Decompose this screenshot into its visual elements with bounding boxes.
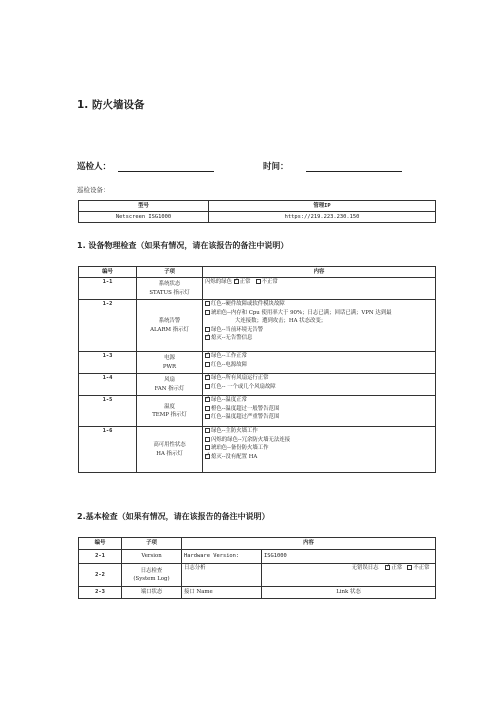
log-status (262, 564, 436, 587)
checkbox-label: 不正常 (261, 279, 278, 285)
option-line (205, 444, 433, 453)
option-label: 琥珀色--备份防火墙工作 (211, 445, 269, 451)
hardware-version-value: ISG1000 (262, 550, 436, 564)
doc-title: 1. 防火墙设备 (77, 99, 145, 111)
header-model: 型号 (79, 201, 209, 212)
device-ip: https://219.223.230.150 (209, 212, 436, 223)
item-name: 电源 (164, 355, 175, 361)
table-row (79, 278, 436, 300)
link-status-label: Link 状态 (262, 587, 436, 599)
time-label: 时间： (263, 162, 289, 172)
hardware-version-label: Hardware Version: (182, 550, 262, 564)
physical-check-table (78, 266, 436, 473)
item-sub: (System Log) (133, 576, 170, 582)
option-label: 绿色--所有风扇运行正常 (211, 375, 269, 381)
checkbox[interactable] (256, 279, 261, 284)
inspector-label: 巡检人： (77, 162, 112, 172)
checkbox[interactable] (234, 279, 239, 284)
row-item (122, 564, 182, 587)
option-label: 绿色--温度正常 (211, 397, 247, 403)
checkbox-normal[interactable] (385, 565, 390, 570)
checkbox[interactable] (205, 310, 210, 315)
row-item (137, 300, 203, 352)
checkbox-abnormal-label: 不正常 (413, 565, 430, 571)
row-content (203, 300, 436, 352)
item-name: 风扇 (164, 377, 175, 383)
row-id: 1-4 (79, 374, 137, 396)
table-row (79, 550, 436, 564)
checkbox[interactable] (205, 327, 210, 332)
option-line (205, 317, 433, 326)
interface-name-label: 接口 Name (182, 587, 262, 599)
header-content: 内容 (182, 538, 436, 550)
table-row (79, 427, 436, 473)
header-item: 子项 (137, 267, 203, 278)
item-sub: STATUS 指示灯 (149, 289, 190, 296)
row-id: 1-5 (79, 396, 137, 427)
row-id: 2-2 (79, 564, 122, 587)
checkbox[interactable] (205, 375, 210, 380)
item-sub: ALARM 指示灯 (150, 326, 189, 333)
option-label: 熄灭--没有配置 HA (211, 453, 258, 460)
option-line (205, 427, 433, 436)
option-line (205, 413, 433, 422)
checkbox[interactable] (205, 353, 210, 358)
table-row (79, 564, 436, 587)
item-name: 系统状态 (158, 281, 181, 287)
item-name: 系统告警 (158, 318, 181, 324)
checkbox[interactable] (205, 454, 210, 459)
row-id: 1-2 (79, 300, 137, 352)
option-label: 琥珀色--内存和 Cpu 使用率大于 90%；日志已满；回话已满；VPN 达到最 (211, 309, 392, 316)
option-line (205, 334, 433, 343)
option-line (205, 326, 433, 335)
row-id: 2-3 (79, 587, 122, 599)
option-label: 红色-- 一个或几个风扇故障 (211, 383, 276, 390)
checkbox-abnormal[interactable] (407, 565, 412, 570)
row-content (203, 427, 436, 473)
table-row (79, 396, 436, 427)
device-table (78, 200, 436, 223)
checkbox-label: 正常 (239, 279, 251, 285)
time-line (306, 171, 402, 172)
option-line (205, 361, 433, 370)
row-content (203, 352, 436, 374)
row-content (203, 396, 436, 427)
option-label: 红色--温度超过严重警告范围 (211, 414, 280, 420)
item-sub: PWR (162, 363, 177, 370)
checkbox[interactable] (205, 335, 210, 340)
header-item: 子项 (122, 538, 182, 550)
item-sub: TEMP 指示灯 (152, 412, 187, 418)
option-line (205, 453, 433, 462)
option-label: 闪烁的绿色--冗余防火墙无法连接 (211, 436, 291, 443)
row-content (203, 374, 436, 396)
option-line (205, 374, 433, 383)
header-content: 内容 (203, 267, 436, 278)
header-id: 编号 (79, 267, 137, 278)
checkbox[interactable] (205, 414, 210, 419)
option-line (205, 300, 433, 309)
row-id: 2-1 (79, 550, 122, 564)
log-analysis-label: 日志分析 (182, 564, 262, 587)
section1-title: 1. 设备物理检查（如果有情况，请在该报告的备注中说明） (77, 241, 289, 250)
row-item: 端口状态 (122, 587, 182, 599)
item-name: 温度 (164, 403, 175, 410)
item-sub: FAN 指示灯 (154, 385, 185, 392)
section2-title: 2.基本检查（如果有情况，请在该报告的备注中说明） (77, 512, 270, 521)
device-label: 巡检设备： (77, 186, 110, 194)
row-item (137, 352, 203, 374)
no-error-log-label: 无错误日志 (351, 565, 379, 571)
option-label: 熄灭--无告警信息 (211, 335, 253, 341)
table-row (79, 587, 436, 599)
basic-check-table (78, 537, 436, 599)
row-item (137, 278, 203, 300)
row-item: Version (122, 550, 182, 564)
item-sub: HA 指示灯 (156, 450, 183, 457)
row-item (137, 427, 203, 473)
checkbox[interactable] (205, 406, 210, 411)
row-id: 1-6 (79, 427, 137, 473)
checkbox[interactable] (205, 301, 210, 306)
option-line (205, 405, 433, 414)
option-line (205, 352, 433, 361)
inspector-line (118, 171, 214, 172)
option-label: 绿色--主防火墙工作 (211, 428, 258, 434)
device-model: Netscreen ISG1000 (79, 212, 209, 223)
checkbox-normal-label: 正常 (391, 565, 403, 571)
option-line (205, 436, 433, 445)
content-prefix: 闪烁的绿色 (205, 279, 232, 285)
option-label: 红色--电源故障 (211, 361, 247, 368)
row-id: 1-1 (79, 278, 137, 300)
table-row (79, 352, 436, 374)
option-line (205, 383, 433, 392)
checkbox[interactable] (205, 428, 210, 433)
option-line (205, 309, 433, 318)
table-row (79, 300, 436, 352)
row-item (137, 374, 203, 396)
header-id: 编号 (79, 538, 122, 550)
checkbox[interactable] (205, 445, 210, 450)
option-line (205, 396, 433, 405)
item-name: 高可用性状态 (153, 442, 186, 448)
checkbox[interactable] (205, 384, 210, 389)
row-item (137, 396, 203, 427)
checkbox[interactable] (205, 362, 210, 367)
checkbox[interactable] (205, 397, 210, 402)
row-id: 1-3 (79, 352, 137, 374)
option-label: 红色--硬件故障或软件模块故障 (211, 301, 285, 307)
option-label: 绿色--工作正常 (211, 353, 247, 359)
checkbox[interactable] (205, 437, 210, 442)
item-name: 日志检查 (140, 567, 163, 574)
option-label: 绿色--当前环境无告警 (211, 326, 264, 333)
header-mgmt-ip: 管理IP (209, 201, 436, 212)
option-label: 橙色--温度超过一般警告范围 (211, 405, 280, 412)
row-content (203, 278, 436, 300)
table-row (79, 374, 436, 396)
option-label: 大连接数；遭到攻击；HA 状态改变； (235, 318, 327, 324)
